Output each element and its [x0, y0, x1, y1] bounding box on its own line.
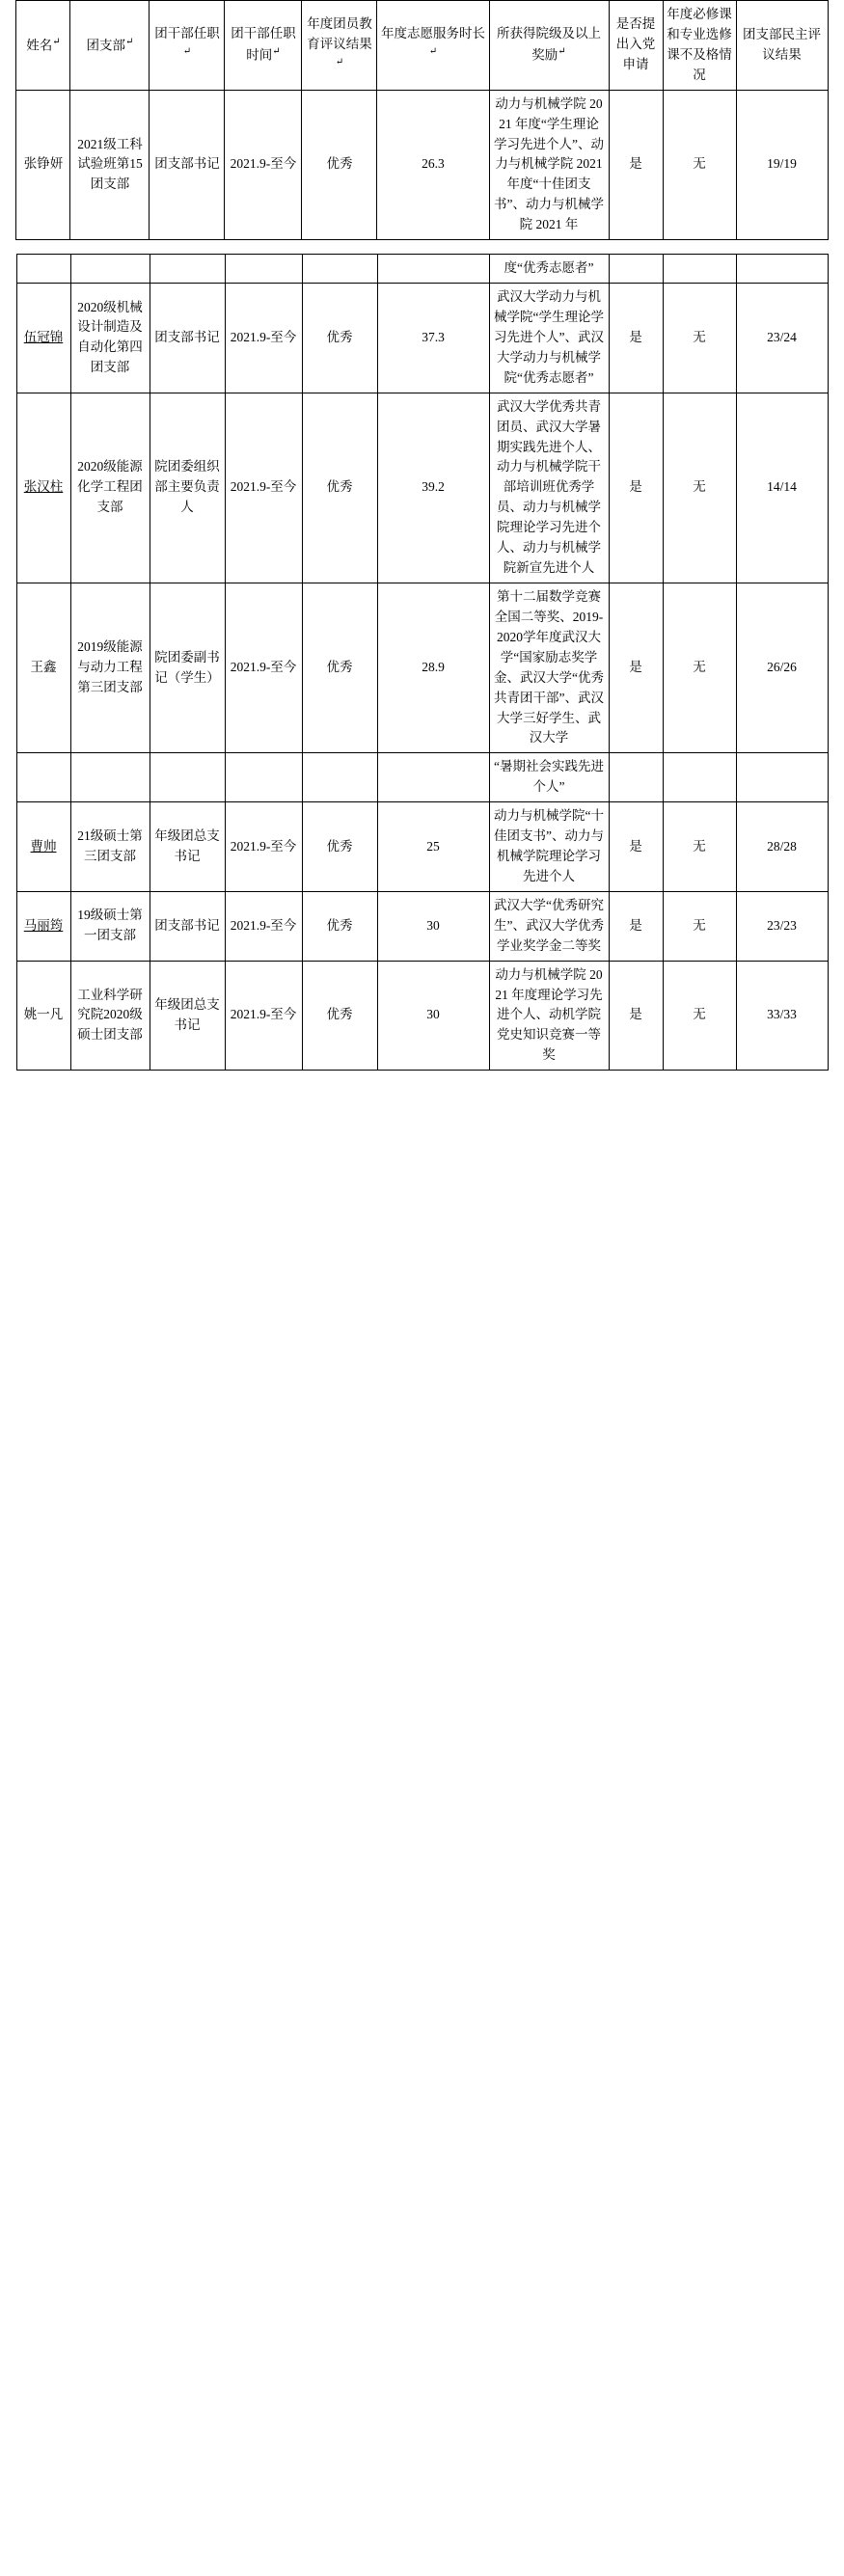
header-text: 团干部任职时间	[231, 26, 296, 63]
cell-branch: 工业科学研究院2020级硕士团支部	[70, 961, 150, 1071]
cell-party-application: 是	[609, 284, 663, 393]
cell-fail-courses	[663, 753, 736, 802]
cell-branch: 2019级能源与动力工程第三团支部	[70, 583, 150, 752]
header-text: 姓名	[26, 38, 53, 53]
cell-evaluation: 优秀	[302, 802, 377, 892]
cell-awards: 动力与机械学院 2021 年度理论学习先进个人、动机学院党史知识竞赛一等奖	[489, 961, 609, 1071]
cell-awards: 武汉大学优秀共青团员、武汉大学暑期实践先进个人、动力与机械学院干部培训班优秀学员、动力与机械学院理论学习先进个人、动力与机械学院新宣先进个人	[489, 393, 609, 583]
table-header-row	[16, 1, 828, 91]
cell-name: 王鑫	[16, 583, 70, 752]
cell-evaluation: 优秀	[302, 583, 377, 752]
cell-branch	[70, 753, 150, 802]
cell-branch: 19级硕士第一团支部	[70, 891, 150, 961]
header-text: 团支部	[86, 38, 126, 53]
cell-democratic-result: 14/14	[736, 393, 828, 583]
header-text: 年度志愿服务时长	[380, 26, 485, 41]
cell-evaluation: 优秀	[302, 891, 377, 961]
cell-volunteer-hours: 39.2	[377, 393, 489, 583]
cell-volunteer-hours: 37.3	[377, 284, 489, 393]
table-row	[16, 802, 828, 892]
cell-party-application: 是	[609, 891, 663, 961]
cell-awards: “暑期社会实践先进个人”	[489, 753, 609, 802]
cell-post: 年级团总支书记	[150, 802, 225, 892]
cell-democratic-result: 28/28	[736, 802, 828, 892]
cell-name: 张铮妍	[16, 90, 70, 239]
cell-fail-courses	[663, 255, 736, 284]
column-header-evaluation	[302, 1, 377, 91]
header-text: 团支部民主评议结果	[743, 26, 821, 62]
cell-volunteer-hours: 30	[377, 891, 489, 961]
column-header-volunteer	[377, 1, 489, 91]
cell-branch: 21级硕士第三团支部	[70, 802, 150, 892]
cell-party-application	[609, 255, 663, 284]
cr-mark: ↵	[125, 36, 134, 47]
cell-volunteer-hours	[377, 255, 489, 284]
column-header-branch	[70, 1, 150, 91]
cell-post-time: 2021.9-至今	[225, 393, 302, 583]
cell-name: 伍冠锦	[16, 284, 70, 393]
table-row	[16, 90, 828, 239]
cell-post: 院团委副书记（学生）	[150, 583, 225, 752]
cell-awards: 度“优秀志愿者”	[489, 255, 609, 284]
cell-volunteer-hours	[377, 753, 489, 802]
cell-party-application: 是	[609, 583, 663, 752]
column-header-democratic-result	[736, 1, 828, 91]
cell-name: 马丽筠	[16, 891, 70, 961]
cell-post-time: 2021.9-至今	[225, 284, 302, 393]
cell-democratic-result	[736, 753, 828, 802]
cell-party-application: 是	[609, 961, 663, 1071]
cell-fail-courses: 无	[663, 393, 736, 583]
cell-party-application	[609, 753, 663, 802]
cell-volunteer-hours: 25	[377, 802, 489, 892]
cell-awards: 动力与机械学院 2021 年度“学生理论学习先进个人”、动力与机械学院 2021 年度“十佳团支书”、动力与机械学院 2021 年	[489, 90, 609, 239]
cr-mark: ↵	[272, 46, 281, 58]
cell-post	[150, 255, 225, 284]
cell-branch	[70, 255, 150, 284]
cr-mark: ↵	[52, 36, 61, 47]
cell-evaluation: 优秀	[302, 393, 377, 583]
cell-branch: 2021级工科试验班第15团支部	[70, 90, 150, 239]
cell-fail-courses: 无	[663, 961, 736, 1071]
evaluation-table	[15, 0, 828, 240]
cell-awards: 第十二届数学竞赛全国二等奖、2019-2020学年度武汉大学“国家励志奖学金、武汉大学“优秀共青团干部”、武汉大学三好学生、武汉大学	[489, 583, 609, 752]
table-row	[16, 961, 828, 1071]
table-row-continuation	[16, 753, 828, 802]
cell-post: 团支部书记	[150, 90, 225, 239]
cell-democratic-result	[736, 255, 828, 284]
cell-post: 团支部书记	[150, 891, 225, 961]
cell-fail-courses: 无	[663, 802, 736, 892]
cell-evaluation: 优秀	[302, 90, 377, 239]
cell-post-time: 2021.9-至今	[225, 802, 302, 892]
cell-fail-courses: 无	[663, 284, 736, 393]
cell-evaluation: 优秀	[302, 961, 377, 1071]
cell-democratic-result: 26/26	[736, 583, 828, 752]
cell-awards: 武汉大学“优秀研究生”、武汉大学优秀学业奖学金二等奖	[489, 891, 609, 961]
cell-volunteer-hours: 28.9	[377, 583, 489, 752]
cell-post-time: 2021.9-至今	[225, 583, 302, 752]
table-row	[16, 583, 828, 752]
cell-evaluation	[302, 753, 377, 802]
cell-name: 张汉柱	[16, 393, 70, 583]
column-header-post-time	[225, 1, 302, 91]
header-text: 年度团员教育评议结果	[307, 15, 372, 51]
cell-democratic-result: 19/19	[736, 90, 828, 239]
cell-post	[150, 753, 225, 802]
cell-name	[16, 255, 70, 284]
cell-party-application: 是	[609, 90, 663, 239]
cell-post-time: 2021.9-至今	[225, 90, 302, 239]
header-text: 年度必修课和专业选修课不及格情况	[667, 7, 732, 82]
cell-party-application: 是	[609, 393, 663, 583]
cell-post: 年级团总支书记	[150, 961, 225, 1071]
cell-branch: 2020级机械设计制造及自动化第四团支部	[70, 284, 150, 393]
cell-democratic-result: 33/33	[736, 961, 828, 1071]
cell-volunteer-hours: 30	[377, 961, 489, 1071]
table-row	[16, 393, 828, 583]
column-header-post	[150, 1, 225, 91]
cell-post-time: 2021.9-至今	[225, 891, 302, 961]
table-row-continuation	[16, 255, 828, 284]
cell-party-application: 是	[609, 802, 663, 892]
cell-post-time: 2021.9-至今	[225, 961, 302, 1071]
cr-mark: ↵	[428, 46, 438, 58]
table-row	[16, 284, 828, 393]
table-row	[16, 891, 828, 961]
cell-name	[16, 753, 70, 802]
cell-democratic-result: 23/24	[736, 284, 828, 393]
cell-post-time	[225, 255, 302, 284]
cell-evaluation	[302, 255, 377, 284]
table-break-gap	[16, 240, 828, 254]
evaluation-table-continued	[16, 254, 829, 1071]
cell-name: 姚一凡	[16, 961, 70, 1071]
cr-mark: ↵	[182, 46, 192, 58]
column-header-fail-courses	[663, 1, 736, 91]
cell-post-time	[225, 753, 302, 802]
column-header-awards	[489, 1, 609, 91]
cell-fail-courses: 无	[663, 583, 736, 752]
cr-mark: ↵	[558, 46, 566, 58]
header-text: 所获得院级及以上奖励	[497, 26, 601, 63]
cell-democratic-result: 23/23	[736, 891, 828, 961]
cell-post: 院团委组织部主要负责人	[150, 393, 225, 583]
cell-name: 曹帅	[16, 802, 70, 892]
cell-fail-courses: 无	[663, 891, 736, 961]
cell-awards: 武汉大学动力与机械学院“学生理论学习先进个人”、武汉大学动力与机械学院“优秀志愿者”	[489, 284, 609, 393]
cell-evaluation: 优秀	[302, 284, 377, 393]
cr-mark: ↵	[335, 56, 344, 68]
cell-awards: 动力与机械学院“十佳团支书”、动力与机械学院理论学习先进个人	[489, 802, 609, 892]
cell-post: 团支部书记	[150, 284, 225, 393]
column-header-name	[16, 1, 70, 91]
cell-branch: 2020级能源化学工程团支部	[70, 393, 150, 583]
cell-fail-courses: 无	[663, 90, 736, 239]
header-text: 是否提出入党申请	[615, 16, 656, 72]
column-header-party-application	[609, 1, 663, 91]
header-text: 团干部任职	[154, 26, 220, 41]
cell-volunteer-hours: 26.3	[377, 90, 489, 239]
